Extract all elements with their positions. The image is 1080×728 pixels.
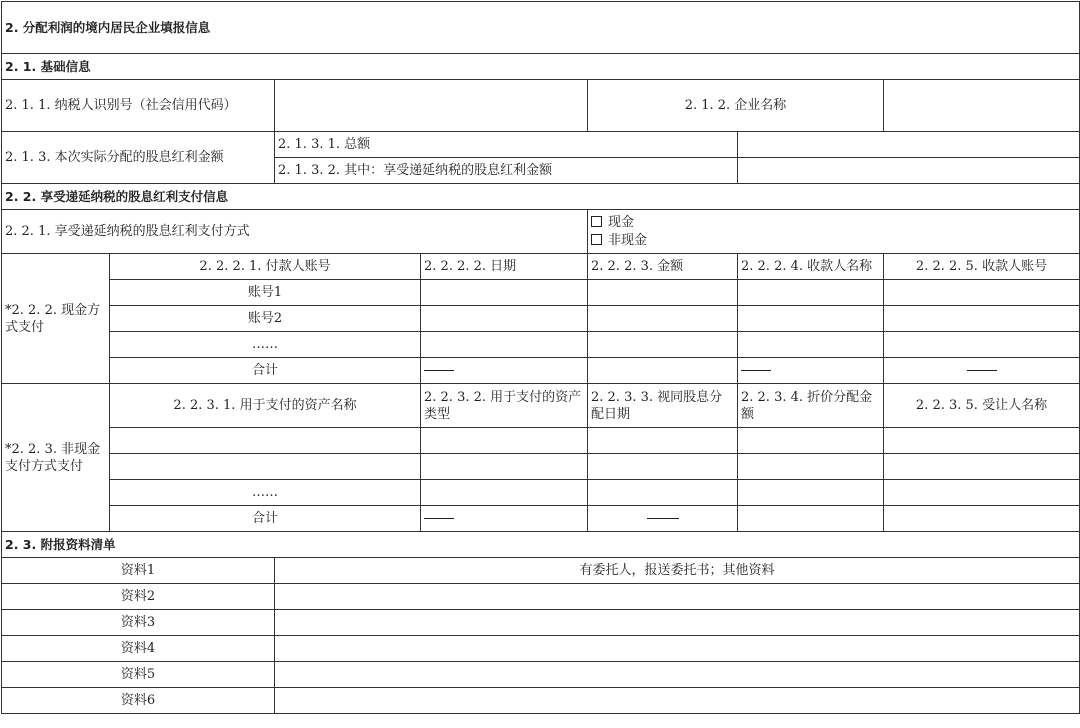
table-cell[interactable] xyxy=(110,428,421,454)
attachment-item: 资料3 xyxy=(2,610,275,636)
payment-method-options xyxy=(588,210,1080,254)
company-name-field[interactable] xyxy=(884,80,1080,132)
noncash-total-label: 合计 xyxy=(110,506,421,532)
table-cell[interactable] xyxy=(588,280,738,306)
attachment-field[interactable] xyxy=(275,662,1080,688)
taxpayer-id-field[interactable] xyxy=(275,80,588,132)
noncash-col-asset-name: 2. 2. 3. 1. 用于支付的资产名称 xyxy=(110,384,421,428)
table-cell[interactable] xyxy=(738,280,884,306)
payment-info-header: 2. 2. 享受递延纳税的股息红利支付信息 xyxy=(2,184,1080,210)
table-cell[interactable] xyxy=(738,454,884,480)
cash-payment-label: *2. 2. 2. 现金方式支付 xyxy=(2,254,110,384)
attachment-item: 资料6 xyxy=(2,688,275,714)
table-cell[interactable] xyxy=(738,332,884,358)
cash-row-account-1: 账号1 xyxy=(110,280,421,306)
table-cell[interactable] xyxy=(884,454,1080,480)
total-amount-field[interactable] xyxy=(738,132,1080,158)
table-cell[interactable] xyxy=(421,428,588,454)
noncash-col-date: 2. 2. 3. 3. 视同股息分配日期 xyxy=(588,384,738,428)
checkbox-icon[interactable] xyxy=(591,216,602,227)
table-cell[interactable] xyxy=(110,454,421,480)
attachment-item: 资料5 xyxy=(2,662,275,688)
table-cell[interactable] xyxy=(421,480,588,506)
noncash-payment-label: *2. 2. 3. 非现金支付方式支付 xyxy=(2,384,110,532)
cash-col-payee-account: 2. 2. 2. 5. 收款人账号 xyxy=(884,254,1080,280)
cash-col-payee-name: 2. 2. 2. 4. 收款人名称 xyxy=(738,254,884,280)
table-cell[interactable] xyxy=(738,306,884,332)
noncash-col-discount-amount: 2. 2. 3. 4. 折价分配金额 xyxy=(738,384,884,428)
dash-mark xyxy=(588,506,738,532)
table-cell[interactable] xyxy=(588,332,738,358)
section-title: 2. 分配利润的境内居民企业填报信息 xyxy=(2,2,1080,54)
noncash-row-ellipsis: …… xyxy=(110,480,421,506)
deferred-amount-field[interactable] xyxy=(738,158,1080,184)
dividend-info-form xyxy=(1,1,1080,714)
checkbox-icon[interactable] xyxy=(591,234,602,245)
noncash-option[interactable]: 非现金 xyxy=(591,232,1076,250)
dash-mark xyxy=(738,358,884,384)
table-cell[interactable] xyxy=(738,506,884,532)
noncash-col-asset-type: 2. 2. 3. 2. 用于支付的资产类型 xyxy=(421,384,588,428)
basic-info-header: 2. 1. 基础信息 xyxy=(2,54,1080,80)
table-cell[interactable] xyxy=(421,306,588,332)
dash-mark xyxy=(421,506,588,532)
cash-col-date: 2. 2. 2. 2. 日期 xyxy=(421,254,588,280)
noncash-col-transferee: 2. 2. 3. 5. 受让人名称 xyxy=(884,384,1080,428)
table-cell[interactable] xyxy=(588,480,738,506)
cash-col-payer-account: 2. 2. 2. 1. 付款人账号 xyxy=(110,254,421,280)
table-cell[interactable] xyxy=(738,480,884,506)
cash-option[interactable]: 现金 xyxy=(591,214,1076,232)
attachment-field[interactable] xyxy=(275,610,1080,636)
table-cell[interactable] xyxy=(421,454,588,480)
cash-col-amount: 2. 2. 2. 3. 金额 xyxy=(588,254,738,280)
attachment-item: 资料4 xyxy=(2,636,275,662)
table-cell[interactable] xyxy=(588,358,738,384)
table-cell[interactable] xyxy=(884,332,1080,358)
cash-row-account-2: 账号2 xyxy=(110,306,421,332)
table-cell[interactable] xyxy=(421,280,588,306)
table-cell[interactable] xyxy=(588,428,738,454)
attachments-header: 2. 3. 附报资料清单 xyxy=(2,532,1080,558)
table-cell[interactable] xyxy=(421,332,588,358)
cash-total-label: 合计 xyxy=(110,358,421,384)
table-cell[interactable] xyxy=(884,280,1080,306)
dividend-amount-label: 2. 1. 3. 本次实际分配的股息红利金额 xyxy=(2,132,275,184)
attachment-field[interactable] xyxy=(275,688,1080,714)
attachment-item: 资料2 xyxy=(2,584,275,610)
table-cell[interactable] xyxy=(738,428,884,454)
dash-mark xyxy=(421,358,588,384)
table-cell[interactable] xyxy=(884,480,1080,506)
table-cell[interactable] xyxy=(884,428,1080,454)
payment-method-label: 2. 2. 1. 享受递延纳税的股息红利支付方式 xyxy=(2,210,588,254)
taxpayer-id-label: 2. 1. 1. 纳税人识别号（社会信用代码） xyxy=(2,80,275,132)
table-cell[interactable] xyxy=(588,306,738,332)
cash-row-ellipsis: …… xyxy=(110,332,421,358)
attachment-field[interactable] xyxy=(275,584,1080,610)
table-cell[interactable] xyxy=(884,306,1080,332)
table-cell[interactable] xyxy=(884,506,1080,532)
attachment-item: 资料1 xyxy=(2,558,275,584)
dash-mark xyxy=(884,358,1080,384)
table-cell[interactable] xyxy=(588,454,738,480)
total-amount-label: 2. 1. 3. 1. 总额 xyxy=(275,132,738,158)
deferred-amount-label: 2. 1. 3. 2. 其中：享受递延纳税的股息红利金额 xyxy=(275,158,738,184)
attachment-note: 有委托人，报送委托书；其他资料 xyxy=(275,558,1080,584)
company-name-label: 2. 1. 2. 企业名称 xyxy=(588,80,884,132)
attachment-field[interactable] xyxy=(275,636,1080,662)
